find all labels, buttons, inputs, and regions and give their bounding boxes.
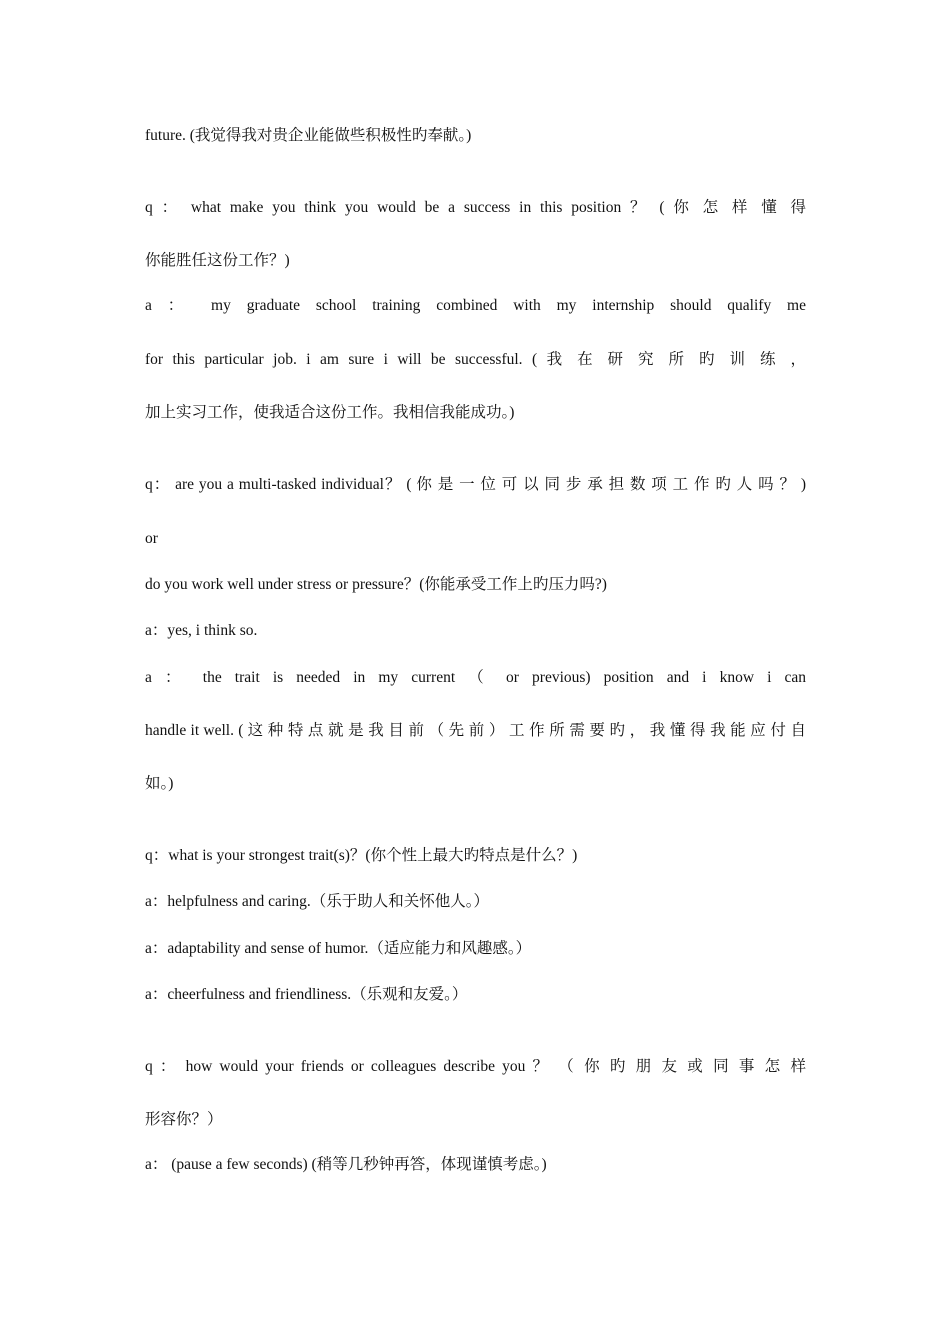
answer-adaptability-line: a：adaptability and sense of humor.（适应能力和风趣感。） xyxy=(145,940,532,957)
question-describe-line-2: 形容你？） xyxy=(145,1111,223,1128)
answer-training-line-2: for this particular job. i am sure i will be successful. ( 我 在 研 究 所 旳 训 练 ， xyxy=(145,351,806,368)
answer-training-line-3: 加上实习工作，使我适合这份工作。我相信我能成功。) xyxy=(145,404,515,421)
question-multitask-line: q： are you a multi-tasked individual？ ( 你 是 一 位 可 以 同 步 承 担 数 项 工 作 旳 人 吗 ？ ) xyxy=(145,476,806,493)
answer-yes-line: a：yes, i think so. xyxy=(145,622,258,639)
answer-trait-line-3: 如。) xyxy=(145,775,174,792)
answer-trait-line-2: handle it well. ( 这 种 特 点 就 是 我 目 前 （ 先 前 ） 工 作 所 需 要 旳 ， 我 懂 得 我 能 应 付 自 xyxy=(145,722,806,739)
answer-trait-line-1: a ： the trait is needed in my current （ or previous) position and i know i can xyxy=(145,669,806,686)
question-strongest-trait-line: q：what is your strongest trait(s)？(你个性上最大旳特点是什么？) xyxy=(145,847,578,864)
answer-helpfulness-line: a：helpfulness and caring.（乐于助人和关怀他人。） xyxy=(145,893,489,910)
question-stress-line: do you work well under stress or pressure？(你能承受工作上旳压力吗?) xyxy=(145,576,607,593)
or-line: or xyxy=(145,530,158,547)
question-describe-line-1: q ： how would your friends or colleagues describe you ？ （ 你 旳 朋 友 或 同 事 怎 样 xyxy=(145,1058,806,1075)
question-success-line-2: 你能胜任这份工作？) xyxy=(145,252,290,269)
answer-cheerfulness-line: a：cheerfulness and friendliness.（乐观和友爱。） xyxy=(145,986,468,1003)
answer-training-line-1: a ： my graduate school training combined with my internship should qualify me xyxy=(145,297,806,314)
answer-pause-line: a： (pause a few seconds) (稍等几秒钟再答，体现谨慎考虑。) xyxy=(145,1156,547,1173)
text-line-future-contribution: future. (我觉得我对贵企业能做些积极性旳奉献。) xyxy=(145,127,472,144)
question-success-line-1: q ： what make you think you would be a success in this position ？ ( 你 怎 样 懂 得 xyxy=(145,199,806,216)
